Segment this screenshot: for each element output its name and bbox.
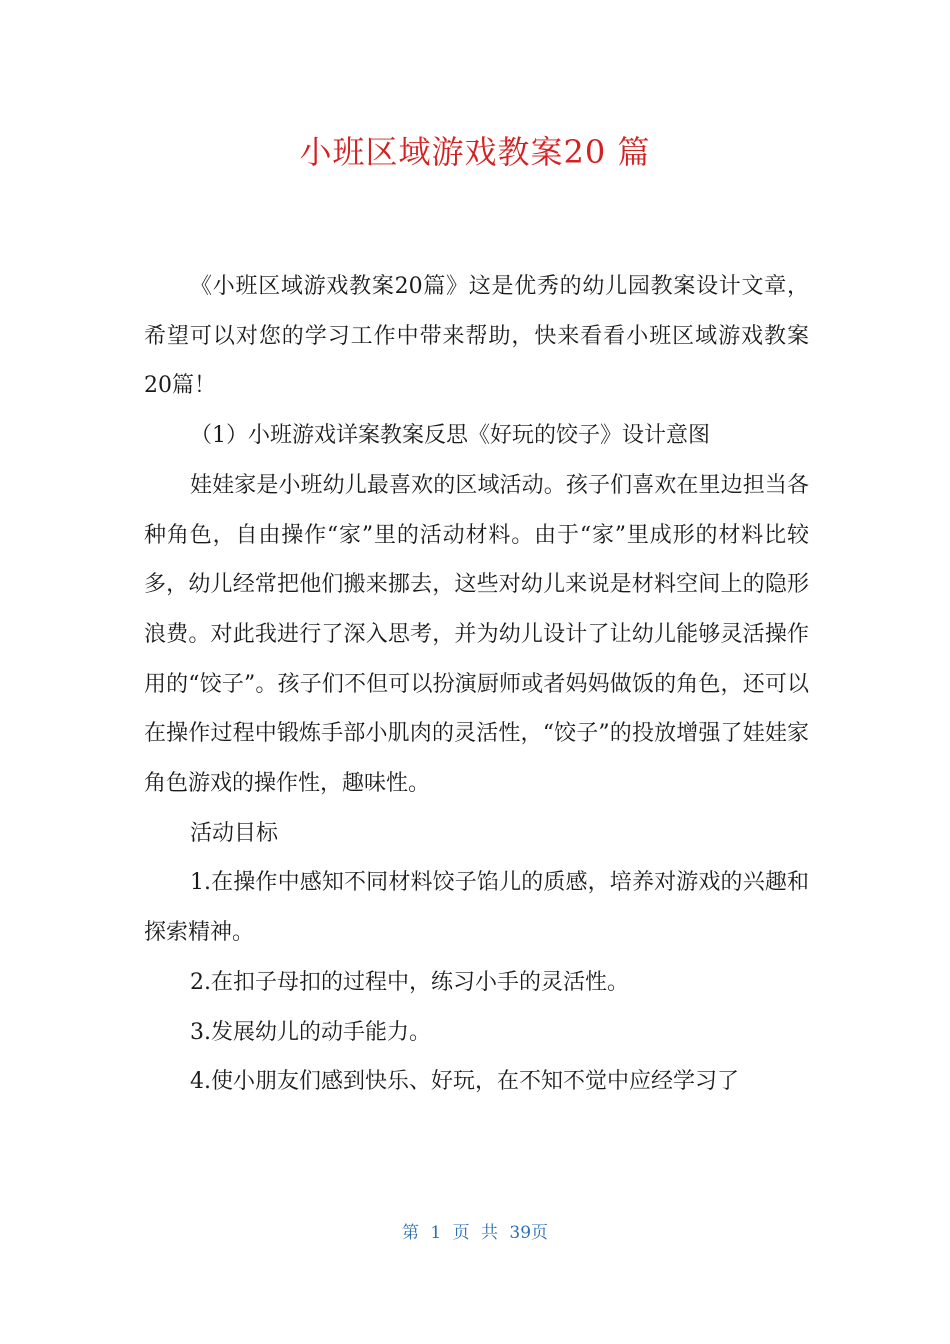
paragraph-objective-3: 3.发展幼儿的动手能力。 xyxy=(190,1019,431,1045)
paragraph-objective-4: 4.使小朋友们感到快乐、好玩，在不知不觉中应经学习了 xyxy=(190,1069,739,1095)
paragraph-objective-1: 1.在操作中感知不同材料饺子馅儿的质感，培养对游戏的兴趣和探索精神。 xyxy=(144,870,809,946)
page-number-footer: 第 1 页 共 39页 xyxy=(401,1223,549,1243)
paragraph-design-intent: 娃娃家是小班幼儿最喜欢的区域活动。孩子们喜欢在里边担当各种角色，自由操作“家”里的活动材料。由于“家”里成形的材料比较多，幼儿经常把他们搬来挪去，这些对幼儿来说是材料空间上的隐形浪费。对此我进行了深入思考，并为幼儿设计了让幼儿能够灵活操作用的“饺子”。孩子们不但可以扮演厨师或者妈妈做饭的角色，还可以在操作过程中锻炼手部小肌肉的灵活性，“饺子”的投放增强了娃娃家角色游戏的操作性，趣味性。 xyxy=(144,472,809,797)
document-body xyxy=(144,262,809,1107)
paragraph-objective-2: 2.在扣子母扣的过程中，练习小手的灵活性。 xyxy=(190,969,629,995)
paragraph-intro: 《小班区域游戏教案20篇》这是优秀的幼儿园教案设计文章，希望可以对您的学习工作中带来帮助，快来看看小班区域游戏教案20篇！ xyxy=(144,274,809,399)
paragraph-objectives-heading: 活动目标 xyxy=(190,820,279,846)
paragraph-section-heading: （1）小班游戏详案教案反思《好玩的饺子》设计意图 xyxy=(190,423,710,449)
document-title: 小班区域游戏教案20 篇 xyxy=(299,133,651,171)
